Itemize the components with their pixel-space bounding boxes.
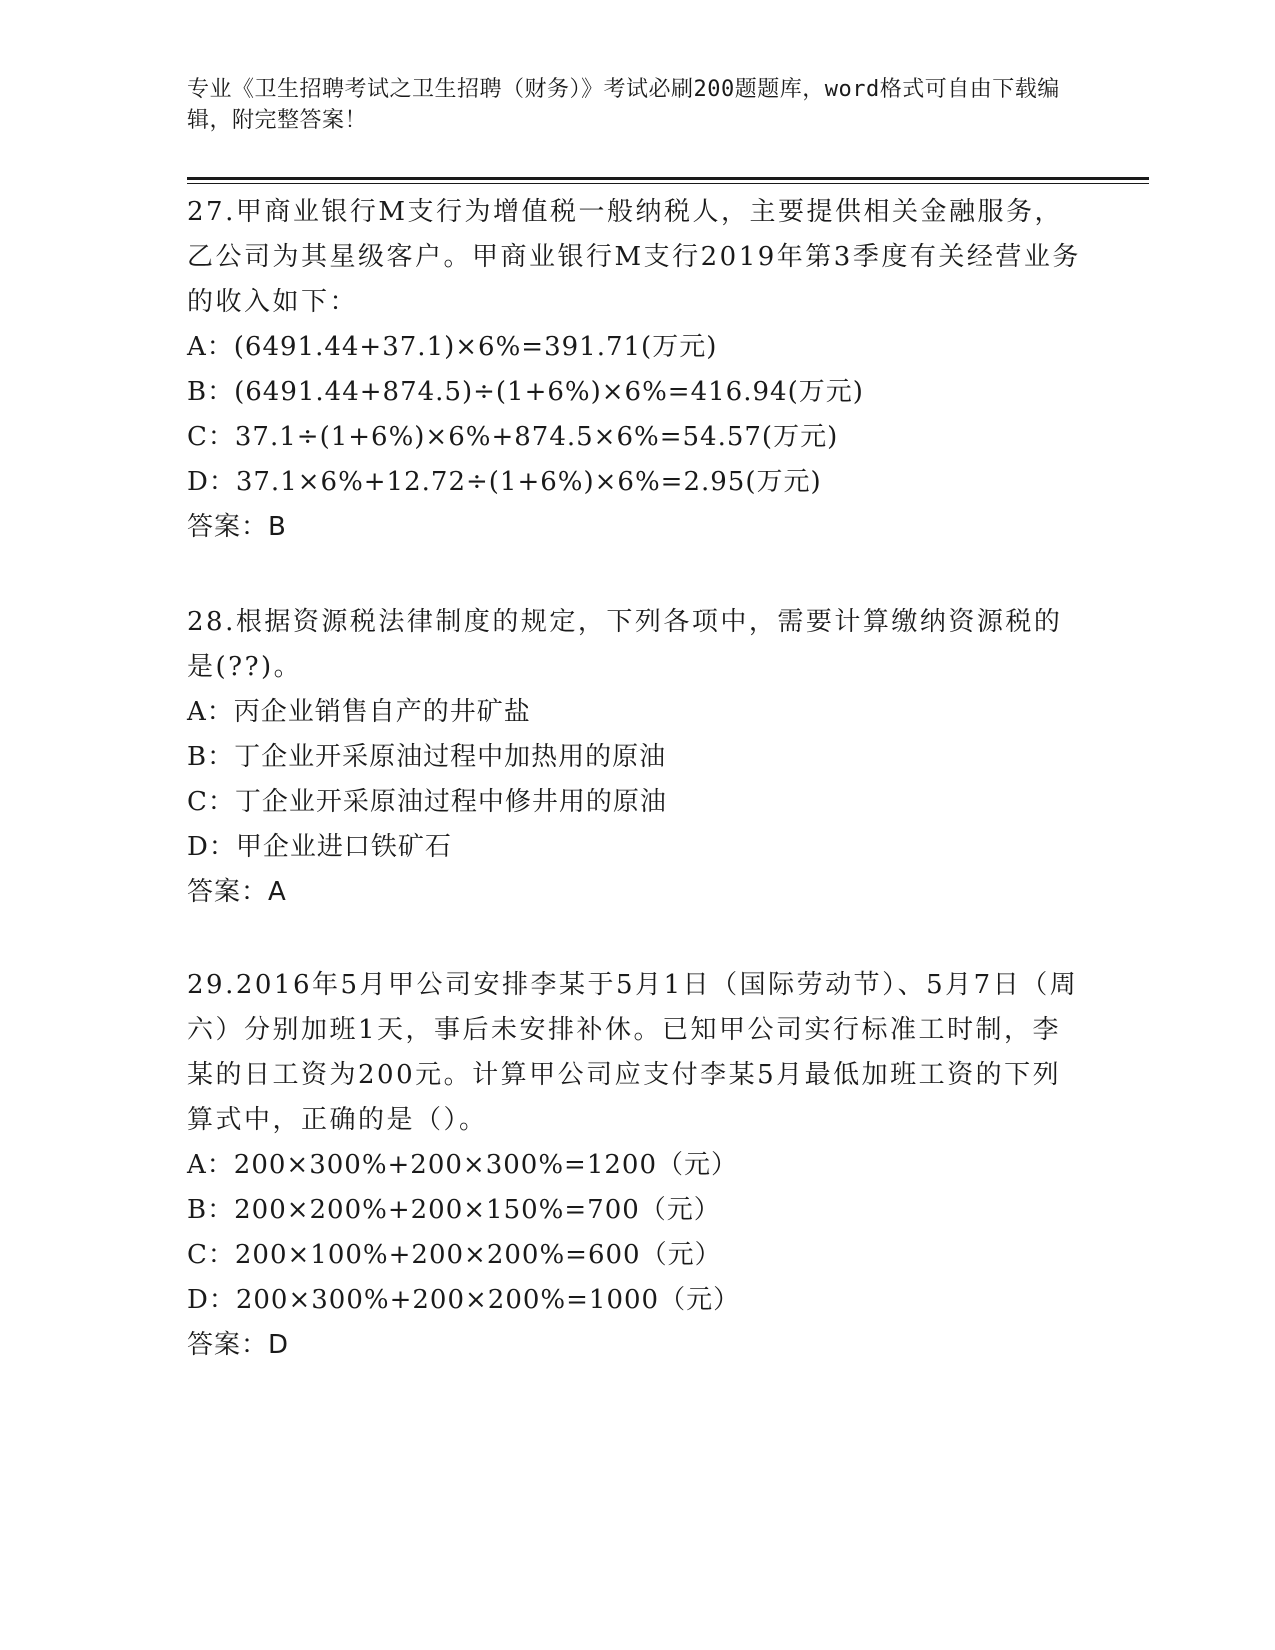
option-c: C：丁企业开采原油过程中修井用的原油	[187, 787, 667, 817]
answer-line: 答案：B	[187, 512, 287, 542]
question-29	[187, 963, 1087, 1368]
option-c: C：37.1÷(1+6%)×6%+874.5×6%=54.57(万元)	[187, 422, 839, 452]
question-stem: 28.根据资源税法律制度的规定，下列各项中，需要计算缴纳资源税的是(??)。	[187, 607, 1063, 682]
option-b: B：丁企业开采原油过程中加热用的原油	[187, 742, 667, 772]
option-c: C：200×100%+200×200%=600（元）	[187, 1240, 722, 1270]
option-a: A：(6491.44+37.1)×6%=391.71(万元)	[187, 332, 718, 362]
document-header: 专业《卫生招聘考试之卫生招聘（财务）》考试必刷200题题库，word格式可自由下载编辑，附完整答案！	[187, 77, 1060, 133]
answer-line: 答案：A	[187, 877, 287, 907]
answer-line: 答案：D	[187, 1330, 290, 1360]
question-28	[187, 600, 1087, 915]
question-27	[187, 190, 1087, 550]
option-d: D：37.1×6%+12.72÷(1+6%)×6%=2.95(万元)	[187, 467, 822, 497]
option-b: B：(6491.44+874.5)÷(1+6%)×6%=416.94(万元)	[187, 377, 864, 407]
question-stem: 27.甲商业银行M支行为增值税一般纳税人，主要提供相关金融服务，乙公司为其星级客户。甲商业银行M支行2019年第3季度有关经营业务的收入如下：	[187, 197, 1081, 317]
option-a: A：丙企业销售自产的井矿盐	[187, 697, 531, 727]
option-d: D：甲企业进口铁矿石	[187, 832, 452, 862]
header-divider-thick	[187, 177, 1149, 180]
option-a: A：200×300%+200×300%=1200（元）	[187, 1150, 738, 1180]
option-d: D：200×300%+200×200%=1000（元）	[187, 1285, 741, 1315]
header-divider-thin	[187, 183, 1149, 184]
option-b: B：200×200%+200×150%=700（元）	[187, 1195, 721, 1225]
question-stem: 29.2016年5月甲公司安排李某于5月1日（国际劳动节）、5月7日（周六）分别加班1天，事后未安排补休。已知甲公司实行标准工时制，李某的日工资为200元。计算甲公司应支付李某5月最低加班工资的下列算式中，正确的是（）。	[187, 970, 1079, 1135]
